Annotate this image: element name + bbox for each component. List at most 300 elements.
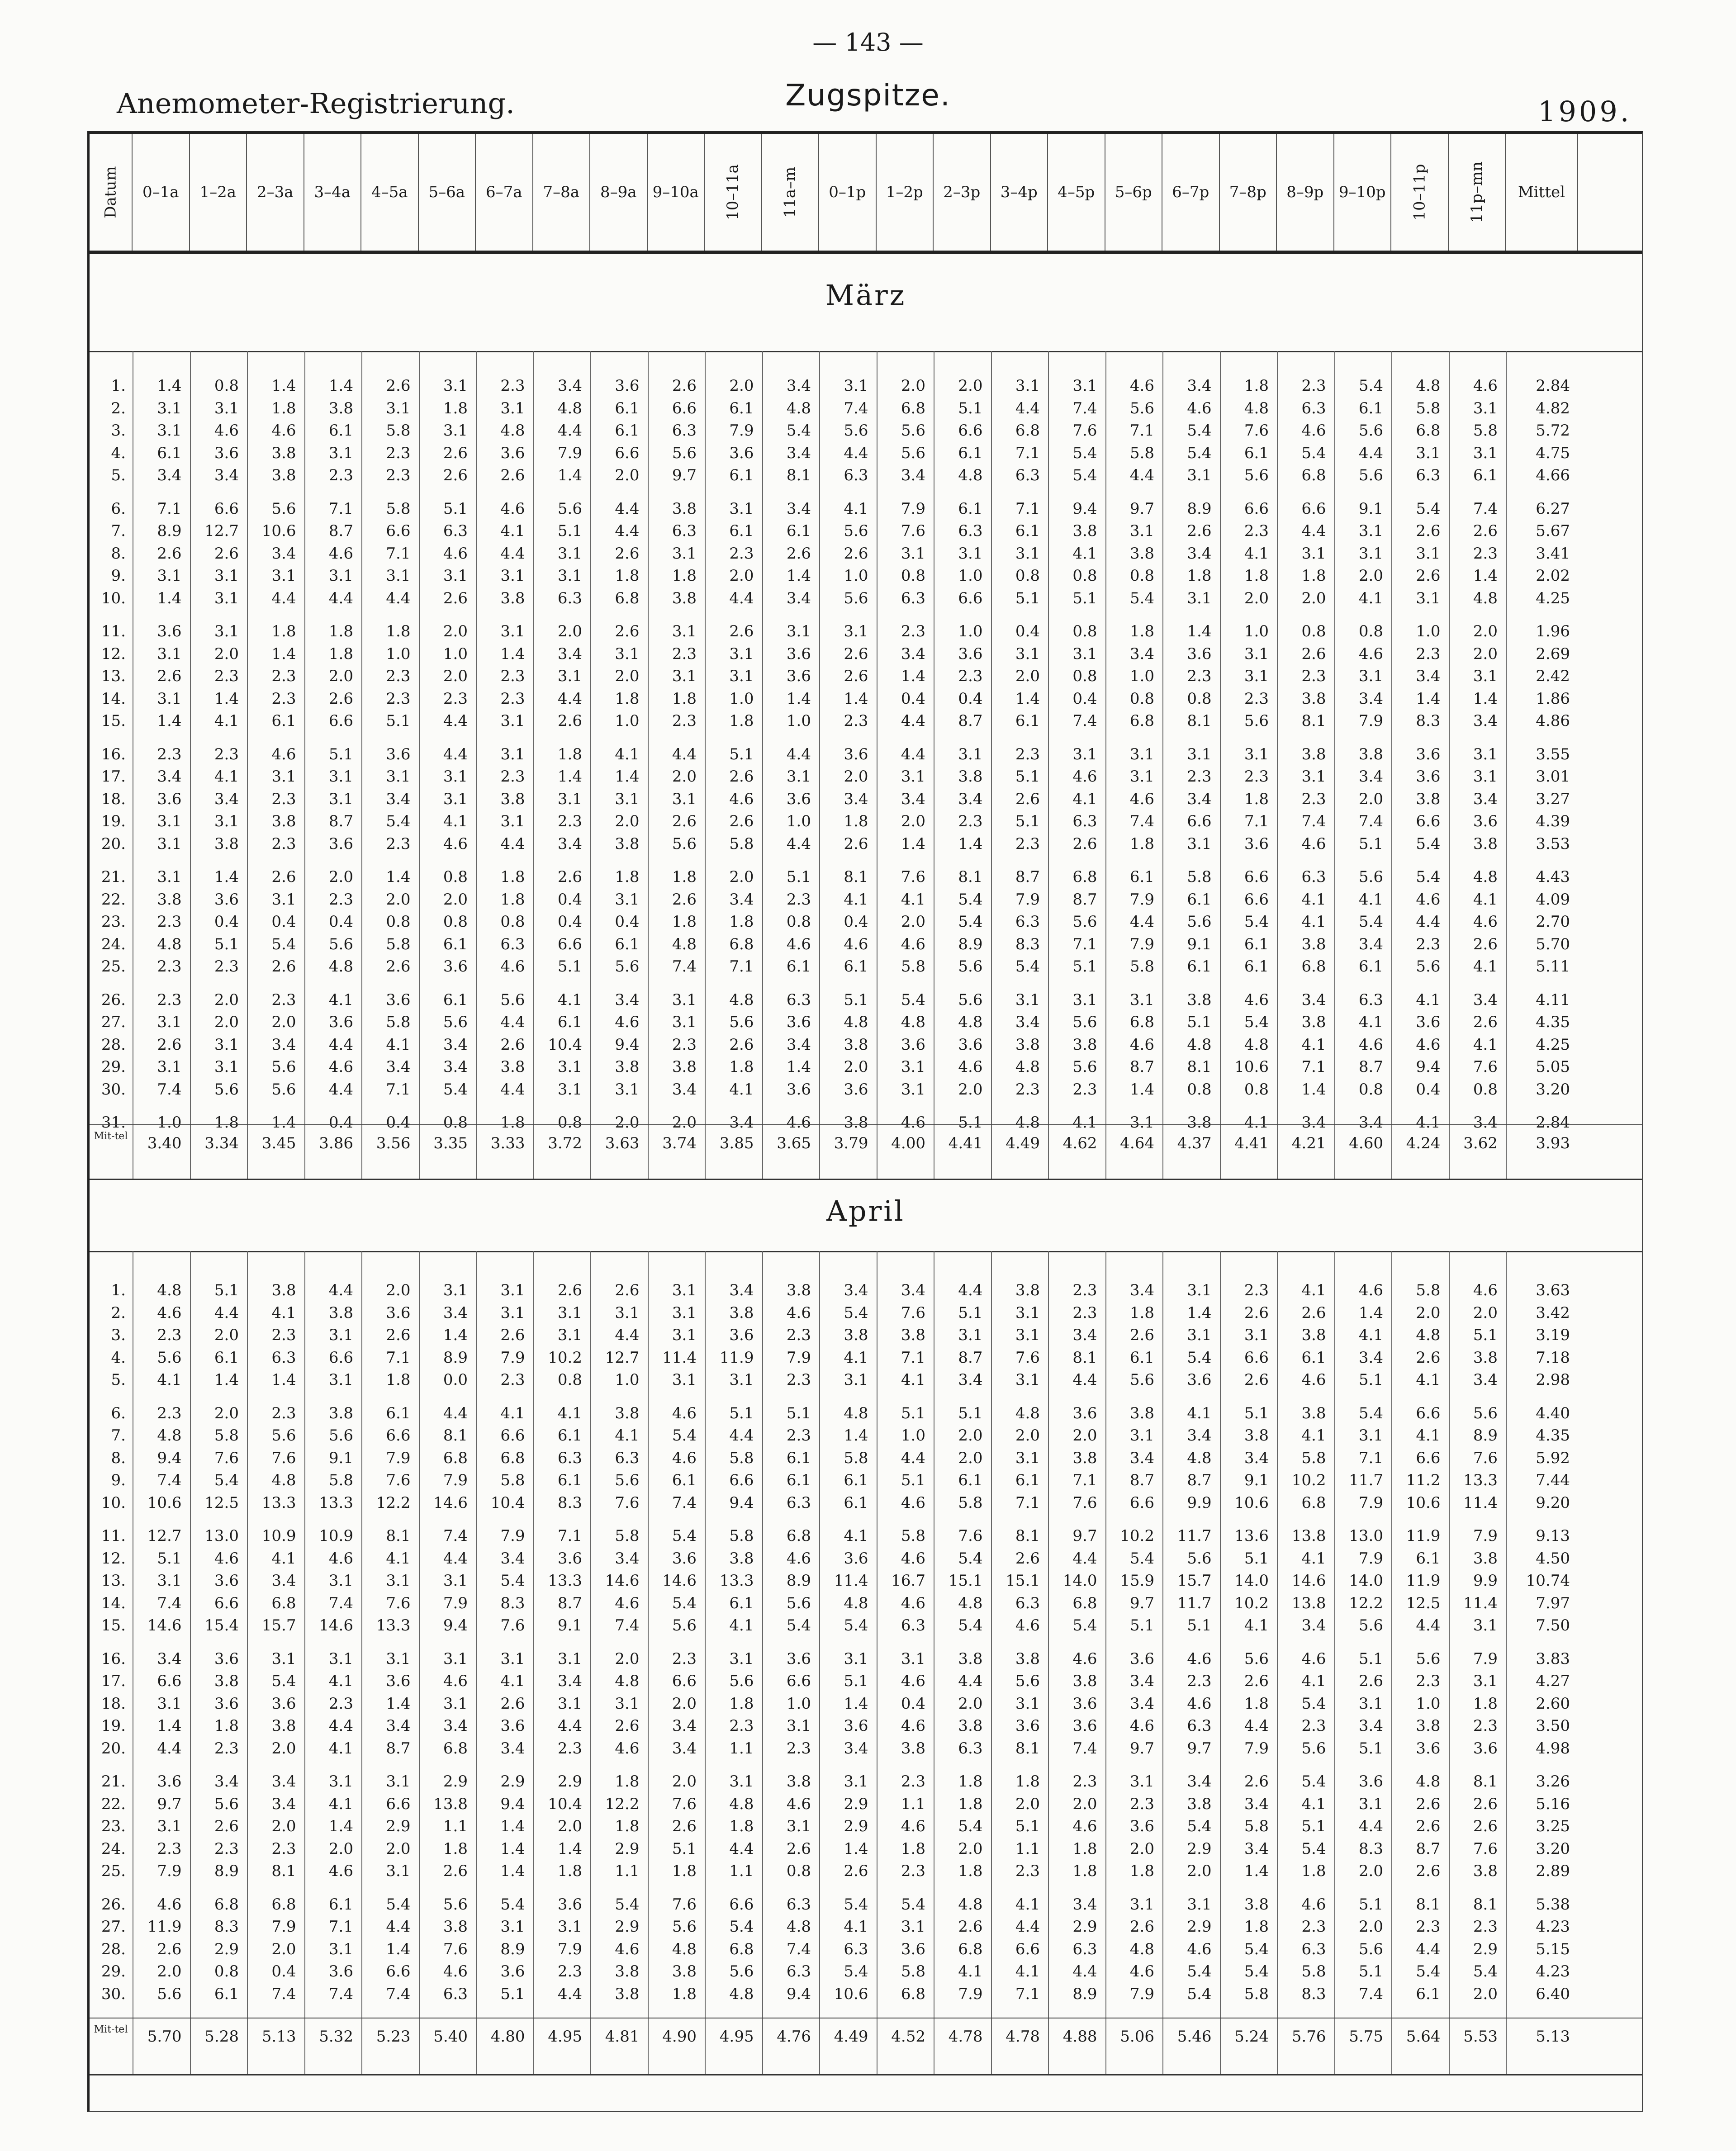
- table-cell: 8.1: [1187, 712, 1212, 730]
- table-cell: 1.8: [1129, 622, 1154, 640]
- table-cell: 3.8: [1473, 834, 1498, 853]
- table-cell: 4.4: [1416, 913, 1441, 931]
- table-cell: 2.3: [214, 1839, 239, 1858]
- mean-cell: 4.81: [605, 2028, 640, 2046]
- table-cell: 2.0: [1473, 622, 1498, 640]
- table-cell: 2.3: [1072, 1772, 1097, 1791]
- table-cell: 15.7: [1177, 1572, 1212, 1590]
- table-cell: 1.4: [443, 1326, 468, 1344]
- table-cell: 5.6: [157, 1348, 182, 1367]
- table-cell: 2.0: [1187, 1862, 1212, 1880]
- table-cell: 3.4: [786, 1035, 811, 1054]
- table-cell: 7.6: [386, 1594, 411, 1612]
- table-cell: 8.1: [1072, 1348, 1097, 1367]
- table-cell: 1.8: [271, 399, 296, 417]
- table-cell: 6.6: [386, 1795, 411, 1813]
- table-cell: 3.1: [672, 544, 697, 563]
- table-cell: 6.6: [1244, 890, 1269, 909]
- mean-cell: 5.28: [204, 2028, 239, 2046]
- table-cell: 5.6: [157, 1985, 182, 2003]
- table-cell: 7.6: [1473, 1839, 1498, 1858]
- table-cell: 3.6: [328, 834, 353, 853]
- table-cell: 2.6: [844, 834, 868, 853]
- table-cell: 4.6: [1129, 1717, 1154, 1735]
- table-cell: 2.0: [958, 1839, 983, 1858]
- table-cell: 1.8: [271, 622, 296, 640]
- table-cell: 0.4: [328, 1113, 353, 1132]
- table-cell: 4.1: [1301, 1281, 1326, 1299]
- table-cell: 5.05: [1536, 1058, 1570, 1076]
- table-cell: 5.1: [672, 1839, 697, 1858]
- table-cell: 4.6: [786, 935, 811, 953]
- table-cell: 3.4: [901, 466, 925, 484]
- table-cell: 1.8: [214, 1717, 239, 1735]
- table-cell: 9.1: [1358, 499, 1383, 518]
- table-cell: 6.8: [1416, 422, 1441, 440]
- table-cell: 5.4: [729, 1918, 754, 1936]
- table-cell: 7.18: [1536, 1348, 1570, 1367]
- table-cell: 1.4: [557, 466, 582, 484]
- table-cell: 8.1: [786, 466, 811, 484]
- table-cell: 4.6: [1129, 1962, 1154, 1980]
- table-cell: 3.8: [1129, 544, 1154, 563]
- column-header-label: 6–7a: [485, 183, 522, 201]
- table-cell: 14.6: [319, 1616, 353, 1635]
- table-cell: 9.4: [1416, 1058, 1441, 1076]
- table-cell: 5.8: [214, 1426, 239, 1445]
- table-cell: 5.1: [1358, 1895, 1383, 1914]
- table-cell: 3.1: [443, 567, 468, 585]
- table-cell: 1.8: [557, 745, 582, 763]
- row-date: 3.: [111, 1326, 126, 1344]
- table-cell: 3.1: [157, 834, 182, 853]
- table-cell: 5.4: [1358, 913, 1383, 931]
- table-cell: 7.1: [1072, 1471, 1097, 1489]
- table-cell: 3.1: [1358, 522, 1383, 540]
- table-cell: 3.1: [672, 1013, 697, 1031]
- table-cell: 3.1: [328, 444, 353, 462]
- table-cell: 6.6: [500, 1426, 525, 1445]
- table-cell: 3.4: [1187, 1772, 1212, 1791]
- table-cell: 5.4: [1129, 589, 1154, 607]
- mean-cell: 4.90: [662, 2028, 697, 2046]
- table-cell: 3.8: [672, 1058, 697, 1076]
- table-cell: 1.8: [328, 622, 353, 640]
- row-date: 5.: [111, 1371, 126, 1389]
- table-cell: 6.3: [786, 1895, 811, 1914]
- table-cell: 5.16: [1536, 1795, 1570, 1813]
- table-cell: 5.1: [1072, 957, 1097, 976]
- table-cell: 7.1: [1244, 812, 1269, 830]
- table-cell: 5.6: [615, 957, 640, 976]
- table-cell: 3.4: [672, 1739, 697, 1758]
- column-header: [1391, 134, 1449, 251]
- table-cell: 3.8: [1301, 689, 1326, 708]
- table-cell: 2.6: [1473, 935, 1498, 953]
- table-cell: 2.0: [958, 1080, 983, 1099]
- table-cell: 4.8: [958, 1594, 983, 1612]
- table-cell: 8.9: [157, 522, 182, 540]
- table-cell: 4.4: [729, 589, 754, 607]
- table-cell: 6.8: [615, 589, 640, 607]
- table-cell: 4.4: [901, 1449, 925, 1467]
- table-cell: 16.7: [891, 1572, 925, 1590]
- table-cell: 5.6: [443, 1013, 468, 1031]
- table-cell: 6.6: [672, 399, 697, 417]
- table-cell: 4.4: [386, 1918, 411, 1936]
- table-cell: 6.3: [557, 589, 582, 607]
- table-cell: 7.6: [443, 1940, 468, 1958]
- table-cell: 2.0: [615, 667, 640, 685]
- table-cell: 5.4: [786, 1616, 811, 1635]
- table-cell: 3.1: [500, 712, 525, 730]
- table-cell: 6.6: [157, 1672, 182, 1690]
- mean-row-label: Mit-tel: [94, 2024, 128, 2035]
- table-cell: 0.8: [557, 1113, 582, 1132]
- table-cell: 3.25: [1536, 1817, 1570, 1835]
- column-header-label: 4–5a: [371, 183, 408, 201]
- table-cell: 4.6: [500, 499, 525, 518]
- table-cell: 14.0: [1062, 1572, 1097, 1590]
- table-cell: 0.8: [443, 868, 468, 886]
- mean-cell: 4.00: [891, 1134, 925, 1152]
- table-cell: 0.8: [386, 913, 411, 931]
- table-cell: 1.8: [672, 913, 697, 931]
- table-cell: 5.8: [729, 1527, 754, 1545]
- table-cell: 2.9: [615, 1839, 640, 1858]
- table-cell: 6.8: [500, 1449, 525, 1467]
- table-cell: 2.0: [214, 1326, 239, 1344]
- table-cell: 5.8: [1473, 422, 1498, 440]
- table-cell: 3.4: [1244, 1449, 1269, 1467]
- table-cell: 5.6: [1416, 1649, 1441, 1668]
- table-cell: 3.4: [214, 1772, 239, 1791]
- table-cell: 4.8: [672, 1940, 697, 1958]
- table-cell: 3.4: [1301, 990, 1326, 1009]
- table-cell: 4.8: [157, 1281, 182, 1299]
- table-cell: 2.3: [844, 712, 868, 730]
- table-cell: 3.4: [1072, 1326, 1097, 1344]
- table-cell: 7.6: [672, 1895, 697, 1914]
- mean-cell: 3.34: [204, 1134, 239, 1152]
- table-cell: 3.63: [1536, 1281, 1570, 1299]
- table-cell: 2.6: [214, 544, 239, 563]
- table-cell: 10.4: [548, 1035, 582, 1054]
- table-cell: 6.1: [958, 444, 983, 462]
- column-header: [247, 134, 304, 251]
- table-cell: 3.27: [1536, 790, 1570, 808]
- table-cell: 1.0: [786, 712, 811, 730]
- table-cell: 9.1: [1187, 935, 1212, 953]
- table-cell: 5.1: [1244, 1404, 1269, 1422]
- table-cell: 4.82: [1536, 399, 1570, 417]
- table-cell: 5.1: [958, 1404, 983, 1422]
- mean-cell: 3.65: [777, 1134, 811, 1152]
- table-cell: 0.4: [1416, 1080, 1441, 1099]
- table-cell: 6.8: [1301, 466, 1326, 484]
- table-cell: 6.6: [1244, 868, 1269, 886]
- table-cell: 4.6: [1187, 399, 1212, 417]
- column-header-label: Datum: [101, 166, 120, 218]
- table-cell: 4.11: [1536, 990, 1570, 1009]
- table-cell: 3.4: [615, 990, 640, 1009]
- table-cell: 2.3: [1416, 644, 1441, 663]
- column-header-label: 5–6a: [428, 183, 465, 201]
- table-cell: 5.4: [386, 812, 411, 830]
- table-cell: 0.4: [1015, 622, 1040, 640]
- table-cell: 9.7: [1129, 1594, 1154, 1612]
- table-cell: 3.1: [672, 1326, 697, 1344]
- table-cell: 5.1: [958, 399, 983, 417]
- table-cell: 3.1: [443, 1694, 468, 1713]
- mean-cell: 5.32: [319, 2028, 353, 2046]
- table-cell: 4.1: [844, 890, 868, 909]
- table-cell: 5.6: [1072, 1013, 1097, 1031]
- table-cell: 3.6: [1473, 812, 1498, 830]
- table-cell: 4.4: [328, 1717, 353, 1735]
- table-cell: 7.6: [1473, 1449, 1498, 1467]
- table-cell: 8.9: [958, 935, 983, 953]
- table-cell: 2.0: [271, 1013, 296, 1031]
- table-cell: 2.3: [386, 667, 411, 685]
- table-cell: 2.6: [672, 377, 697, 395]
- table-cell: 1.8: [1301, 567, 1326, 585]
- table-cell: 3.4: [271, 1795, 296, 1813]
- table-cell: 6.1: [328, 422, 353, 440]
- table-cell: 0.8: [1473, 1080, 1498, 1099]
- table-cell: 2.0: [729, 377, 754, 395]
- table-cell: 5.4: [786, 422, 811, 440]
- table-cell: 0.8: [1358, 622, 1383, 640]
- table-cell: 3.1: [901, 1649, 925, 1668]
- table-cell: 6.6: [729, 1471, 754, 1489]
- mean-cell: 4.95: [719, 2028, 754, 2046]
- table-cell: 12.7: [204, 522, 239, 540]
- table-cell: 3.4: [157, 768, 182, 786]
- column-header: [1220, 134, 1277, 251]
- table-cell: 3.1: [729, 1371, 754, 1389]
- table-cell: 5.1: [1473, 1326, 1498, 1344]
- table-cell: 5.8: [1416, 399, 1441, 417]
- table-cell: 2.6: [1416, 1795, 1441, 1813]
- table-cell: 12.2: [605, 1795, 640, 1813]
- table-cell: 3.6: [1416, 1013, 1441, 1031]
- table-cell: 1.8: [672, 567, 697, 585]
- row-date: 11.: [101, 1527, 126, 1545]
- table-cell: 14.6: [605, 1572, 640, 1590]
- table-cell: 6.3: [1416, 466, 1441, 484]
- table-cell: 3.1: [1416, 544, 1441, 563]
- table-cell: 5.4: [844, 1303, 868, 1322]
- table-cell: 2.6: [1416, 1817, 1441, 1835]
- table-cell: 3.1: [157, 689, 182, 708]
- table-cell: 6.1: [1015, 1471, 1040, 1489]
- table-cell: 3.4: [271, 1572, 296, 1590]
- table-cell: 9.20: [1536, 1493, 1570, 1512]
- table-cell: 4.4: [1129, 913, 1154, 931]
- table-cell: 4.6: [1301, 1649, 1326, 1668]
- table-cell: 2.3: [157, 990, 182, 1009]
- table-cell: 4.4: [500, 1080, 525, 1099]
- table-cell: 5.6: [958, 990, 983, 1009]
- table-cell: 4.1: [328, 1739, 353, 1758]
- table-cell: 7.9: [1473, 1649, 1498, 1668]
- table-cell: 3.1: [901, 544, 925, 563]
- table-cell: 1.0: [1416, 622, 1441, 640]
- table-cell: 5.4: [1129, 1549, 1154, 1568]
- table-cell: 4.6: [1301, 834, 1326, 853]
- table-cell: 3.4: [958, 1371, 983, 1389]
- table-cell: 4.6: [1301, 1371, 1326, 1389]
- table-cell: 2.6: [214, 1817, 239, 1835]
- table-cell: 3.01: [1536, 768, 1570, 786]
- table-cell: 5.6: [729, 1672, 754, 1690]
- table-cell: 0.8: [214, 377, 239, 395]
- row-date: 16.: [101, 1649, 126, 1668]
- table-cell: 2.0: [615, 466, 640, 484]
- table-cell: 5.8: [958, 1493, 983, 1512]
- table-cell: 1.8: [672, 689, 697, 708]
- table-cell: 4.1: [271, 1303, 296, 1322]
- table-cell: 3.8: [1473, 1549, 1498, 1568]
- table-cell: 11.7: [1177, 1527, 1212, 1545]
- table-cell: 5.1: [1358, 834, 1383, 853]
- table-cell: 3.8: [1244, 1895, 1269, 1914]
- table-cell: 4.1: [844, 1348, 868, 1367]
- table-cell: 5.6: [672, 834, 697, 853]
- table-cell: 13.6: [1234, 1527, 1269, 1545]
- mean-cell: 3.45: [261, 1134, 296, 1152]
- mean-cell: 4.78: [948, 2028, 983, 2046]
- table-cell: 3.53: [1536, 834, 1570, 853]
- table-cell: 6.6: [958, 422, 983, 440]
- row-date: 6.: [111, 1404, 126, 1422]
- table-cell: 3.1: [443, 790, 468, 808]
- table-cell: 2.3: [1187, 667, 1212, 685]
- column-header-label: 0–1p: [829, 183, 866, 201]
- table-cell: 3.6: [328, 1013, 353, 1031]
- table-cell: 2.6: [157, 544, 182, 563]
- table-cell: 6.3: [1301, 399, 1326, 417]
- table-cell: 2.6: [1416, 1862, 1441, 1880]
- table-cell: 2.6: [1358, 1672, 1383, 1690]
- table-cell: 11.7: [1349, 1471, 1383, 1489]
- table-cell: 3.8: [271, 1717, 296, 1735]
- table-cell: 3.6: [386, 745, 411, 763]
- table-cell: 2.6: [1015, 1549, 1040, 1568]
- table-cell: 2.3: [901, 1772, 925, 1791]
- table-cell: 3.1: [1358, 1795, 1383, 1813]
- table-cell: 6.8: [271, 1594, 296, 1612]
- table-cell: 3.1: [1129, 1895, 1154, 1914]
- column-header-label: 5–6p: [1115, 183, 1152, 201]
- table-cell: 5.6: [672, 444, 697, 462]
- column-header: [991, 134, 1048, 251]
- table-cell: 2.6: [386, 377, 411, 395]
- table-cell: 4.4: [557, 422, 582, 440]
- table-cell: 1.4: [500, 1862, 525, 1880]
- mean-cell: 5.06: [1120, 2028, 1154, 2046]
- mean-cell: 4.41: [948, 1134, 983, 1152]
- table-cell: 3.1: [672, 990, 697, 1009]
- table-cell: 11.9: [1406, 1572, 1441, 1590]
- table-cell: 5.6: [1473, 1404, 1498, 1422]
- table-cell: 6.8: [901, 1985, 925, 2003]
- table-cell: 3.1: [500, 1918, 525, 1936]
- table-cell: 10.6: [147, 1493, 182, 1512]
- table-cell: 2.3: [786, 1326, 811, 1344]
- table-cell: 5.4: [672, 1527, 697, 1545]
- table-cell: 2.3: [1244, 1281, 1269, 1299]
- table-cell: 3.6: [844, 1080, 868, 1099]
- table-cell: 4.1: [729, 1080, 754, 1099]
- table-cell: 3.8: [729, 1549, 754, 1568]
- table-cell: 1.4: [1301, 1080, 1326, 1099]
- table-cell: 4.1: [1473, 1035, 1498, 1054]
- table-cell: 6.3: [1015, 913, 1040, 931]
- table-cell: 3.8: [443, 1918, 468, 1936]
- table-cell: 2.6: [1416, 1348, 1441, 1367]
- table-cell: 2.0: [1015, 667, 1040, 685]
- table-cell: 3.1: [844, 377, 868, 395]
- table-cell: 8.1: [844, 868, 868, 886]
- table-cell: 7.1: [386, 1080, 411, 1099]
- table-cell: 4.1: [615, 745, 640, 763]
- table-cell: 4.4: [557, 1985, 582, 2003]
- table-cell: 3.1: [557, 1694, 582, 1713]
- table-cell: 4.4: [729, 1839, 754, 1858]
- table-cell: 3.1: [1473, 1672, 1498, 1690]
- table-cell: 1.0: [1244, 622, 1269, 640]
- table-cell: 3.1: [729, 499, 754, 518]
- table-cell: 7.9: [443, 1471, 468, 1489]
- mean-cell: 3.86: [319, 1134, 353, 1152]
- table-cell: 13.8: [1291, 1594, 1326, 1612]
- table-cell: 2.6: [157, 667, 182, 685]
- table-cell: 2.6: [672, 890, 697, 909]
- table-cell: 4.1: [271, 1549, 296, 1568]
- table-cell: 2.0: [214, 1013, 239, 1031]
- table-cell: 3.4: [1473, 1371, 1498, 1389]
- table-cell: 2.0: [958, 1426, 983, 1445]
- table-cell: 6.1: [214, 1985, 239, 2003]
- table-cell: 6.1: [1129, 868, 1154, 886]
- table-cell: 3.1: [386, 399, 411, 417]
- table-cell: 2.89: [1536, 1862, 1570, 1880]
- table-cell: 4.1: [729, 1616, 754, 1635]
- table-cell: 2.6: [729, 1035, 754, 1054]
- table-cell: 0.4: [271, 1962, 296, 1980]
- table-cell: 3.1: [500, 567, 525, 585]
- table-cell: 3.8: [328, 1303, 353, 1322]
- table-cell: 6.8: [1015, 422, 1040, 440]
- table-cell: 4.8: [328, 957, 353, 976]
- table-cell: 6.6: [615, 444, 640, 462]
- table-cell: 5.6: [271, 499, 296, 518]
- table-cell: 4.6: [500, 957, 525, 976]
- table-cell: 3.4: [443, 1717, 468, 1735]
- table-cell: 7.4: [615, 1616, 640, 1635]
- table-cell: 3.1: [1301, 768, 1326, 786]
- table-cell: 2.3: [786, 890, 811, 909]
- table-cell: 2.9: [1473, 1940, 1498, 1958]
- table-cell: 5.4: [271, 1672, 296, 1690]
- table-cell: 2.0: [672, 1694, 697, 1713]
- table-cell: 7.1: [1129, 422, 1154, 440]
- table-cell: 0.4: [328, 913, 353, 931]
- column-header: [877, 134, 934, 251]
- table-cell: 3.8: [672, 499, 697, 518]
